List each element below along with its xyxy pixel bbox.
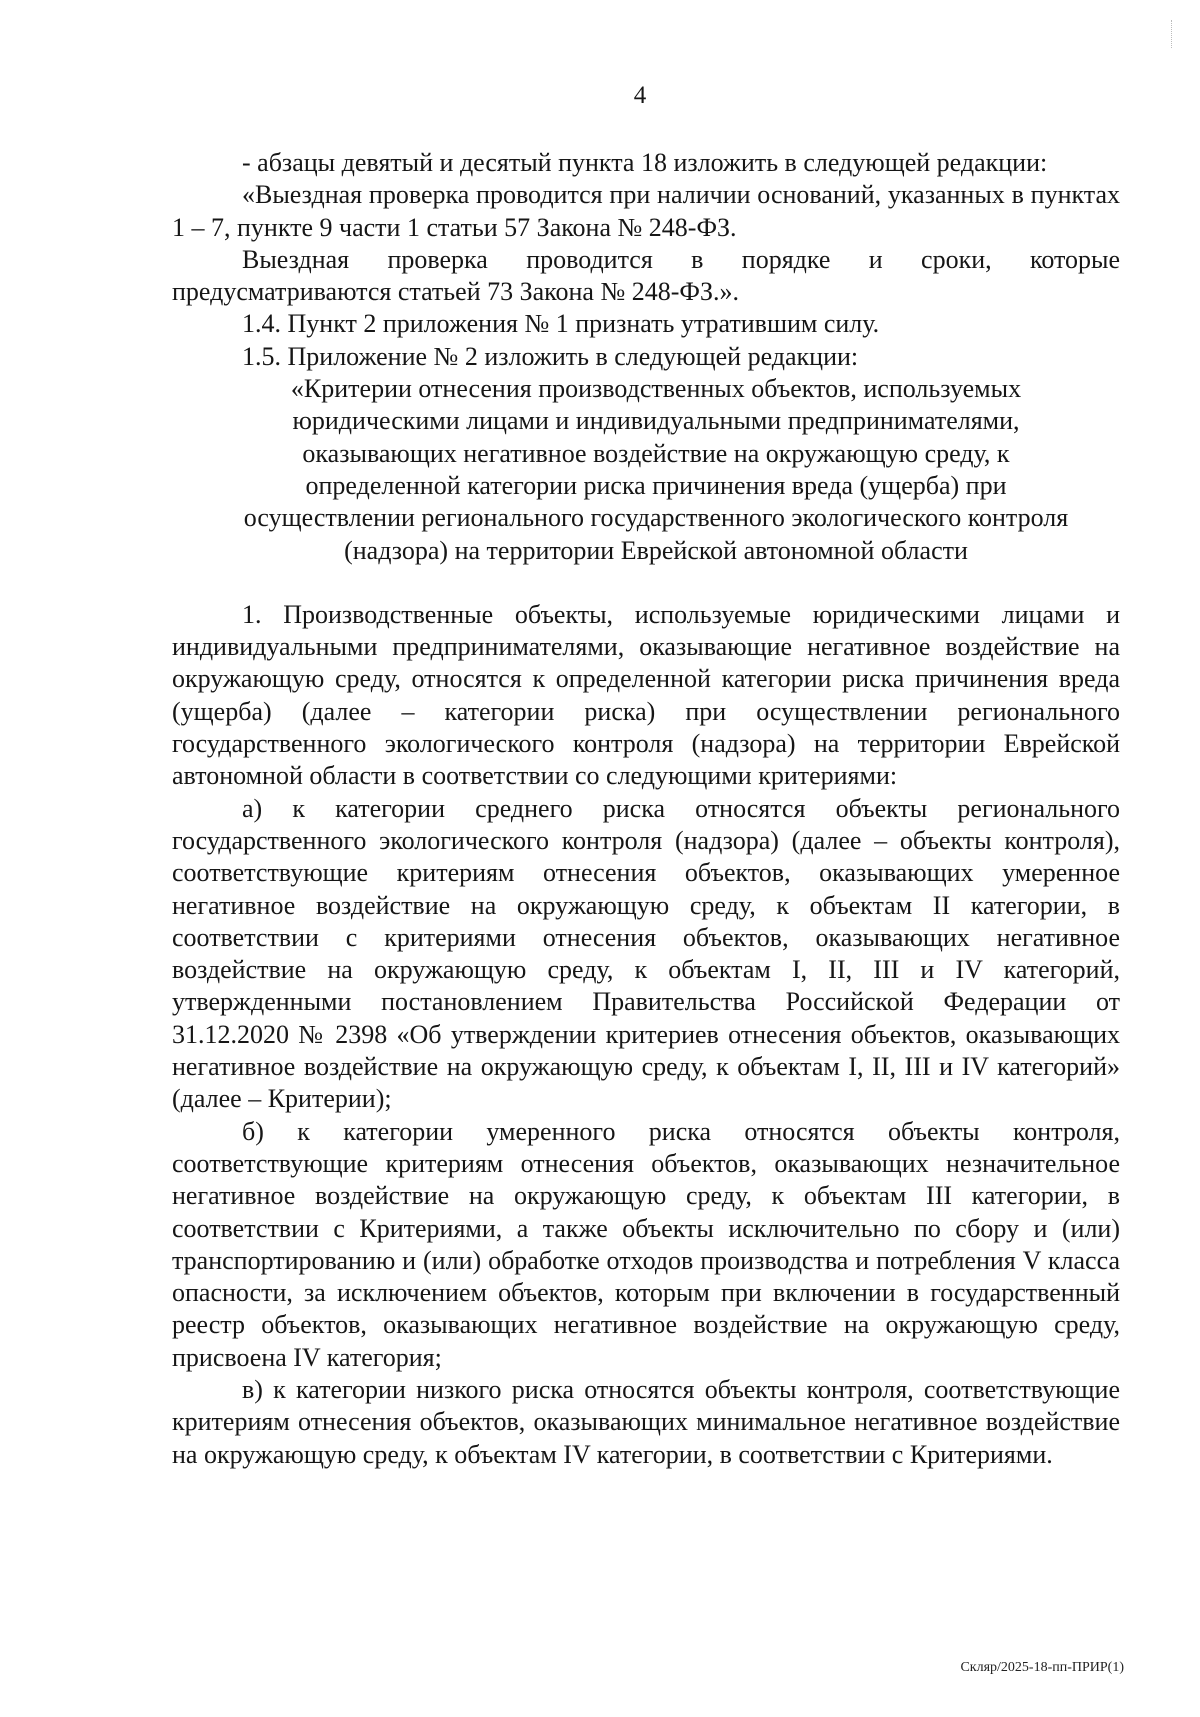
paragraph-criteria-c: в) к категории низкого риска относятся объекты контроля, соответствующие критериям отнесения объектов, оказывающих минимальное негативное воздействие на окружающую среду, к объектам IV категории, в соответствии с Критериями. bbox=[172, 1374, 1120, 1469]
appendix-title-line: осуществлении регионального государственного экологического контроля bbox=[243, 503, 1069, 533]
scan-artifact bbox=[1171, 20, 1174, 48]
paragraph-criteria-intro: 1. Производственные объекты, используемые юридическими лицами и индивидуальными предпринимателями, оказывающие негативное воздействие на окружающую среду, относятся к определенной категории риска причинения вреда (ущерба) (далее – категории риска) при осуществлении регионального государственного экологического контроля (надзора) на территории Еврейской автономной области в соответствии со следующими критериями: bbox=[172, 599, 1120, 791]
paragraph-criteria-b: б) к категории умеренного риска относятся объекты контроля, соответствующие критериям отнесения объектов, оказывающих незначительное негативное воздействие на окружающую среду, к объектам III категории, в соответствии с Критериями, а также объекты исключительно по сбору и (или) транспортированию и (или) обработке отходов производства и потребления V класса опасности, за исключением объектов, которым при включении в государственный реестр объектов, оказывающих негативное воздействие на окружающую среду, присвоена IV категория; bbox=[172, 1116, 1120, 1372]
appendix-title-line: оказывающих негативное воздействие на окружающую среду, к bbox=[302, 438, 1010, 468]
paragraph-amendment-intro: - абзацы девятый и десятый пункта 18 изложить в следующей редакции: bbox=[242, 148, 1048, 177]
document-body bbox=[172, 147, 1120, 1471]
appendix-title bbox=[172, 373, 1120, 567]
paragraph-inspection-grounds: «Выездная проверка проводится при наличии оснований, указанных в пунктах 1 – 7, пункте 9 части 1 статьи 57 Закона № 248-ФЗ. bbox=[172, 180, 1120, 242]
appendix-title-line: «Критерии отнесения производственных объектов, используемых bbox=[290, 374, 1022, 404]
appendix-title-line: определенной категории риска причинения вреда (ущерба) при bbox=[305, 470, 1007, 500]
paragraph-criteria-a: а) к категории среднего риска относятся объекты регионального государственного экологического контроля (надзора) (далее – объекты контроля), соответствующие критериям отнесения объектов, оказывающих умеренное негативное воздействие на окружающую среду, к объектам II категории, в соответствии с критериями отнесения объектов, оказывающих негативное воздействие на окружающую среду, к объектам I, II, III и IV категорий, утвержденными постановлением Правительства Российской Федерации от 31.12.2020 № 2398 «Об утверждении критериев отнесения объектов, оказывающих негативное воздействие на окружающую среду, к объектам I, II, III и IV категорий» (далее – Критерии); bbox=[172, 793, 1120, 1114]
paragraph-item-1-5: 1.5. Приложение № 2 изложить в следующей редакции: bbox=[242, 341, 859, 371]
paragraph-inspection-procedure: Выездная проверка проводится в порядке и сроки, которые предусматриваются статьей 73 Закона № 248-ФЗ.». bbox=[172, 244, 1120, 307]
appendix-title-line: юридическими лицами и индивидуальными предпринимателями, bbox=[292, 406, 1020, 436]
appendix-title-line: (надзора) на территории Еврейской автономной области bbox=[344, 535, 968, 565]
paragraph-item-1-4: 1.4. Пункт 2 приложения № 1 признать утратившим силу. bbox=[242, 309, 880, 339]
document-footer-code: Скляр/2025-18-пп-ПРИР(1) bbox=[960, 1660, 1124, 1675]
page-number: 4 bbox=[633, 82, 647, 109]
section-spacer bbox=[172, 567, 1120, 599]
